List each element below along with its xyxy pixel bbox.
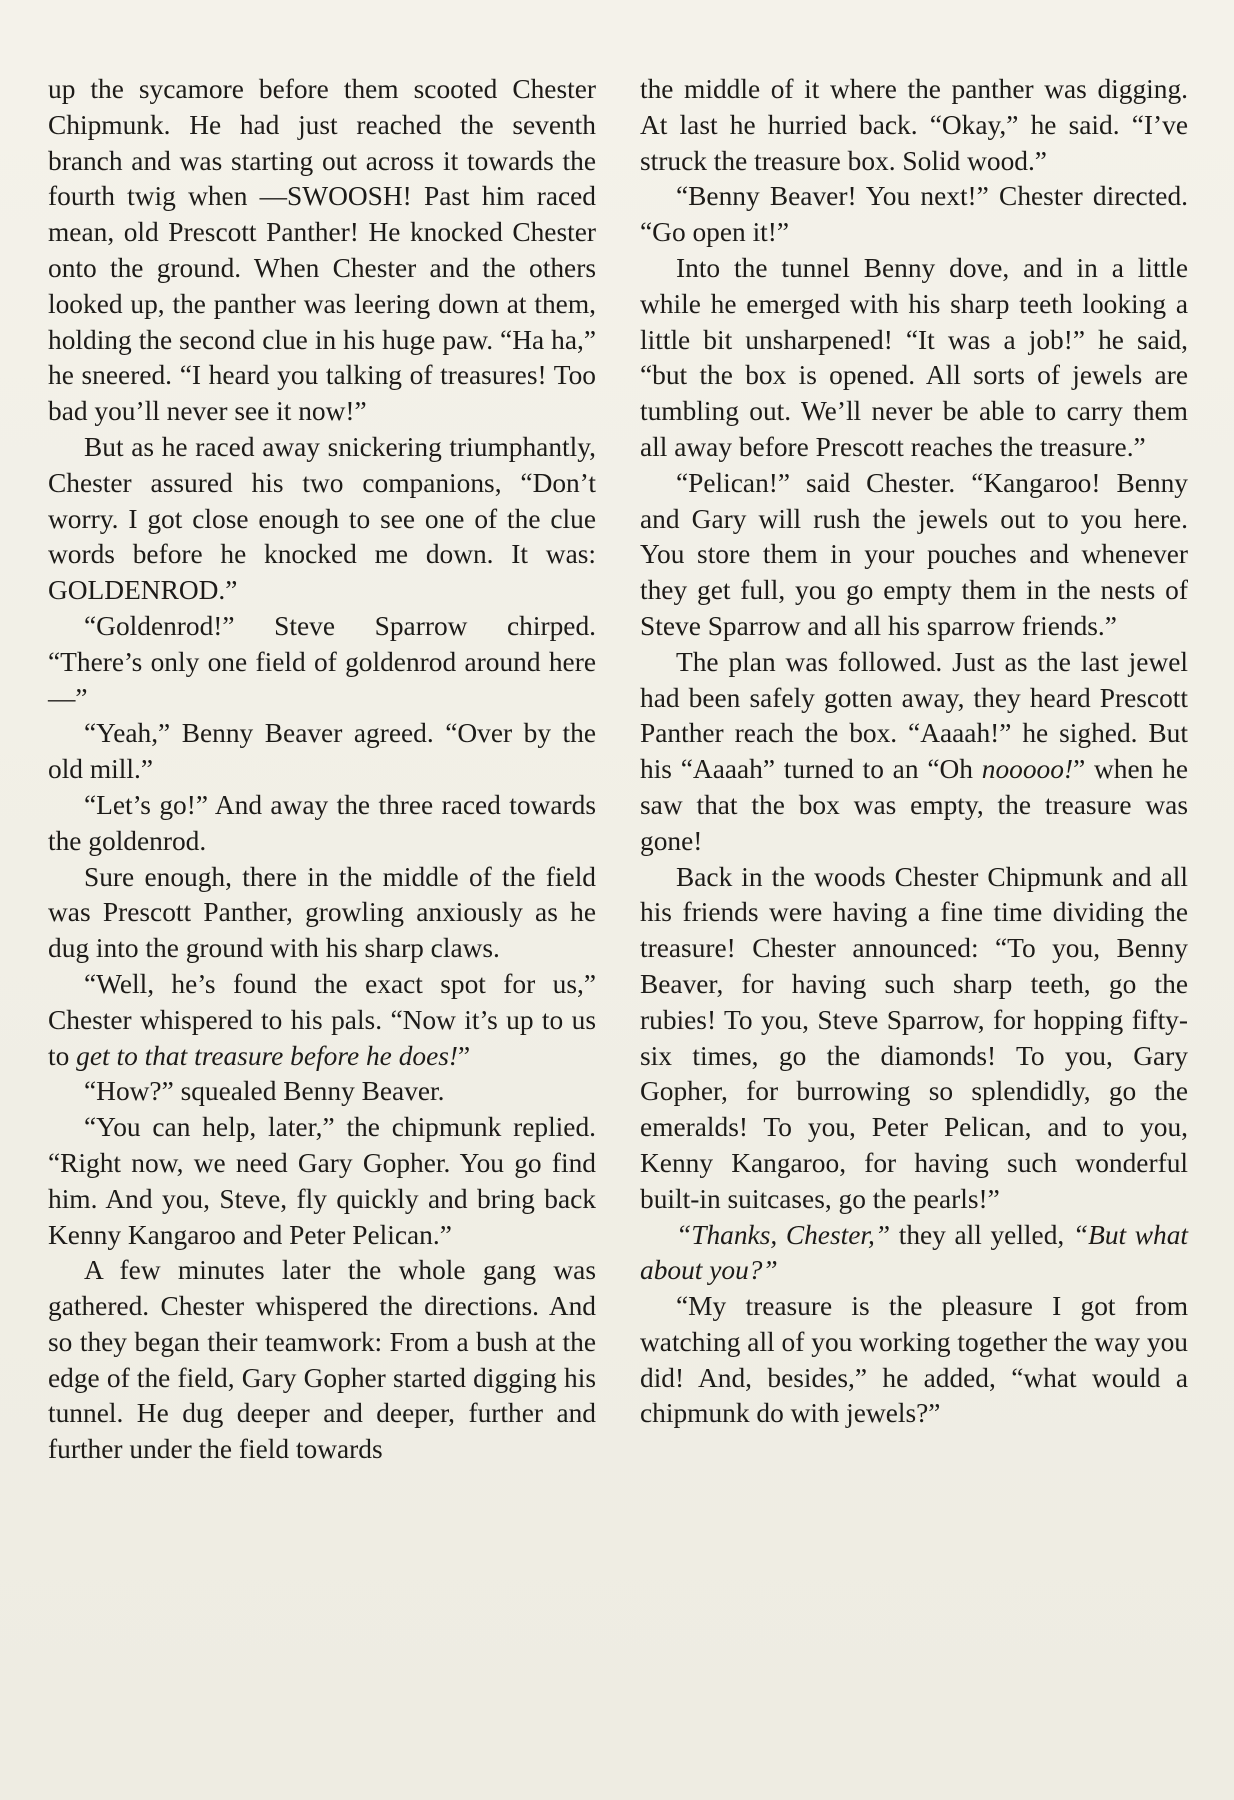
paragraph: “Goldenrod!” Steve Sparrow chirped. “There’s only one field of goldenrod around here—” (48, 610, 596, 713)
paragraph-text: ” (458, 1040, 471, 1071)
emphasis-text: “Thanks, Chester,” (676, 1219, 891, 1250)
paragraph-text: The plan was followed. Just as the last jewel had been safely gotten away, they heard Prescott Panther reach the box. “Aaaah!” he sighed. But his “Aaaah” turned to an “Oh (640, 646, 1188, 785)
paragraph-text: they all yelled, (890, 1219, 1073, 1250)
paragraph: “How?” squealed Benny Beaver. (84, 1076, 445, 1107)
right-column (640, 72, 1188, 1468)
paragraph: “You can help, later,” the chipmunk replied. “Right now, we need Gary Gopher. You go find him. And you, Steve, fly quickly and bring back Kenny Kangaroo and Peter Pelican.” (48, 1112, 596, 1250)
emphasis-text: “But what about you?” (640, 1219, 1189, 1286)
paragraph: the middle of it where the panther was digging. At last he hurried back. “Okay,” he said. “I’ve struck the treasure box. Solid wood.” (640, 74, 1188, 176)
paragraph: But as he raced away snickering triumphantly, Chester assured his two companions, “Don’t worry. I got close enough to see one of the clue words before he knocked me down. It was: GOLDENROD.” (48, 431, 596, 606)
paragraph-text: “Well, he’s found the exact spot for us,” Chester whispered to his pals. “Now it’s up to us to (48, 968, 596, 1071)
paragraph (640, 645, 1188, 860)
paragraph: Sure enough, there in the middle of the field was Prescott Panther, growling anxiously as he dug into the ground with his sharp claws. (48, 861, 596, 964)
paragraph: “Benny Beaver! You next!” Chester directed. “Go open it!” (640, 181, 1188, 248)
paragraph-text: ” when he saw that the box was empty, the treasure was gone! (640, 754, 1188, 856)
paragraph: “My treasure is the pleasure I got from watching all of you working together the way you did! And, besides,” he added, “what would a chipmunk do with jewels?” (640, 1291, 1188, 1429)
paragraph: Back in the woods Chester Chipmunk and all his friends were having a fine time dividing the treasure! Chester announced: “To you, Benny Beaver, for having such sharp teeth, go the rubies! To you, Steve Sparrow, for hopping fifty-six times, go the diamonds! To you, Gary Gopher, for burrowing so splendidly, go the emeralds! To you, Peter Pelican, and to you, Kenny Kangaroo, for having such wonderful built-in suitcases, go the pearls!” (640, 861, 1188, 1214)
left-column (48, 72, 596, 1468)
paragraph: Into the tunnel Benny dove, and in a little while he emerged with his sharp teeth looking a little bit unsharpened! “It was a job!” he said, “but the box is opened. All sorts of jewels are tumbling out. We’ll never be able to carry them all away before Prescott reaches the treasure.” (640, 252, 1188, 462)
text-columns (48, 72, 1188, 1468)
paragraph (640, 1218, 1188, 1290)
emphasis-text: nooooo! (981, 754, 1074, 785)
paragraph: “Let’s go!” And away the three raced towards the goldenrod. (48, 789, 596, 856)
paragraph: A few minutes later the whole gang was gathered. Chester whispered the directions. And so they began their teamwork: From a bush at the edge of the field, Gary Gopher started digging his tunnel. He dug deeper and deeper, further and further under the field towards (48, 1255, 596, 1465)
paragraph: “Pelican!” said Chester. “Kangaroo! Benny and Gary will rush the jewels out to you here. You store them in your pouches and whenever they get full, you go empty them in the nests of Steve Sparrow and all his sparrow friends.” (640, 467, 1188, 641)
paragraph: “Yeah,” Benny Beaver agreed. “Over by the old mill.” (48, 718, 596, 785)
emphasis-text: get to that treasure before he does! (76, 1040, 459, 1071)
paragraph (48, 967, 596, 1074)
paragraph: up the sycamore before them scooted Chester Chipmunk. He had just reached the seventh branch and was starting out across it towards the fourth twig when —SWOOSH! Past him raced mean, old Prescott Panther! He knocked Chester onto the ground. When Chester and the others looked up, the panther was leering down at them, holding the second clue in his huge paw. “Ha ha,” he sneered. “I heard you talking of treasures! Too bad you’ll never see it now!” (48, 74, 596, 427)
